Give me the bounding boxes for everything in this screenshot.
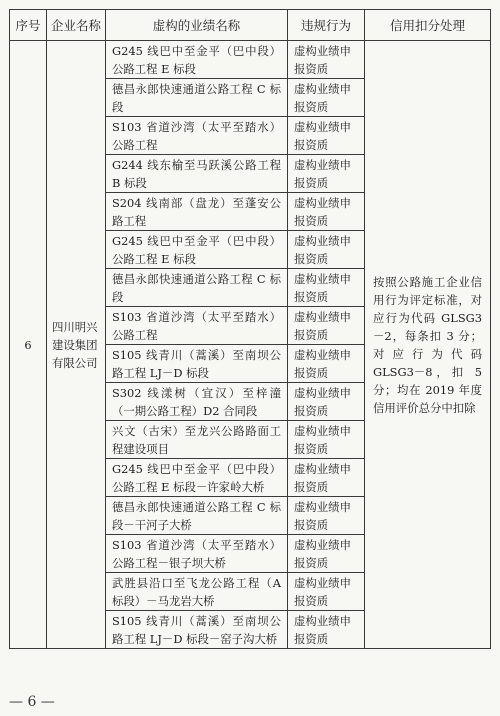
violation-cell: 虚构业绩申报资质 <box>288 79 365 117</box>
project-name: 武胜县沿口至飞龙公路工程（A 标段）－马龙岩大桥 <box>106 573 288 611</box>
project-name: S302 线漾树（宜汉）至梓潼（一期公路工程）D2 合同段 <box>106 383 288 421</box>
violation-cell: 虚构业绩申报资质 <box>288 383 365 421</box>
project-name: S103 省道沙湾（太平至踏水）公路工程 <box>106 307 288 345</box>
violation-cell: 虚构业绩申报资质 <box>288 117 365 155</box>
violation-cell: 虚构业绩申报资质 <box>288 269 365 307</box>
project-name: G244 线东榆至马跃溪公路工程 B 标段 <box>106 155 288 193</box>
violation-cell: 虚构业绩申报资质 <box>288 193 365 231</box>
penalty-text: 按照公路施工企业信用行为评定标准，对应行为代码 GLSG3－2，每条扣 3 分；对应行为代码 GLSG3－8，扣 5 分；均在 2019 年度信用评价总分中扣除 <box>365 41 491 649</box>
project-name: S103 省道沙湾（太平至踏水）公路工程 <box>106 117 288 155</box>
project-name: 德昌永郎快速通道公路工程 C 标段－干河子大桥 <box>106 497 288 535</box>
violation-cell: 虚构业绩申报资质 <box>288 497 365 535</box>
header-penalty: 信用扣分处理 <box>365 10 491 41</box>
violation-cell: 虚构业绩申报资质 <box>288 231 365 269</box>
project-name: G245 线巴中至金平（巴中段）公路工程 E 标段 <box>106 231 288 269</box>
project-name: 德昌永郎快速通道公路工程 C 标段 <box>106 269 288 307</box>
header-company: 企业名称 <box>47 10 106 41</box>
violation-cell: 虚构业绩申报资质 <box>288 459 365 497</box>
project-name: G245 线巴中至金平（巴中段）公路工程 E 标段 <box>106 41 288 79</box>
table-row <box>10 41 491 79</box>
violation-cell: 虚构业绩申报资质 <box>288 155 365 193</box>
project-name: S204 线南部（盘龙）至蓬安公路工程 <box>106 193 288 231</box>
project-name: S103 省道沙湾（太平至踏水）公路工程－银子坝大桥 <box>106 535 288 573</box>
violation-cell: 虚构业绩申报资质 <box>288 421 365 459</box>
row-seq: 6 <box>10 41 47 649</box>
project-name: 兴文（古宋）至龙兴公路路面工程建设项目 <box>106 421 288 459</box>
table-header-row <box>10 10 491 41</box>
header-project: 虚构的业绩名称 <box>106 10 288 41</box>
violation-cell: 虚构业绩申报资质 <box>288 573 365 611</box>
project-name: G245 线巴中至金平（巴中段）公路工程 E 标段－许家岭大桥 <box>106 459 288 497</box>
violation-table <box>9 9 491 649</box>
page-number: — 6 — <box>9 694 55 710</box>
violation-cell: 虚构业绩申报资质 <box>288 611 365 649</box>
violation-cell: 虚构业绩申报资质 <box>288 307 365 345</box>
violation-cell: 虚构业绩申报资质 <box>288 345 365 383</box>
company-name: 四川明兴建设集团有限公司 <box>47 41 106 649</box>
header-seq: 序号 <box>10 10 47 41</box>
project-name: 德昌永郎快速通道公路工程 C 标段 <box>106 79 288 117</box>
project-name: S105 线青川（蒿溪）至南坝公路工程 LJ－D 标段 <box>106 345 288 383</box>
header-violation: 违规行为 <box>288 10 365 41</box>
violation-cell: 虚构业绩申报资质 <box>288 41 365 79</box>
violation-cell: 虚构业绩申报资质 <box>288 535 365 573</box>
project-name: S105 线青川（蒿溪）至南坝公路工程 LJ－D 标段－窑子沟大桥 <box>106 611 288 649</box>
